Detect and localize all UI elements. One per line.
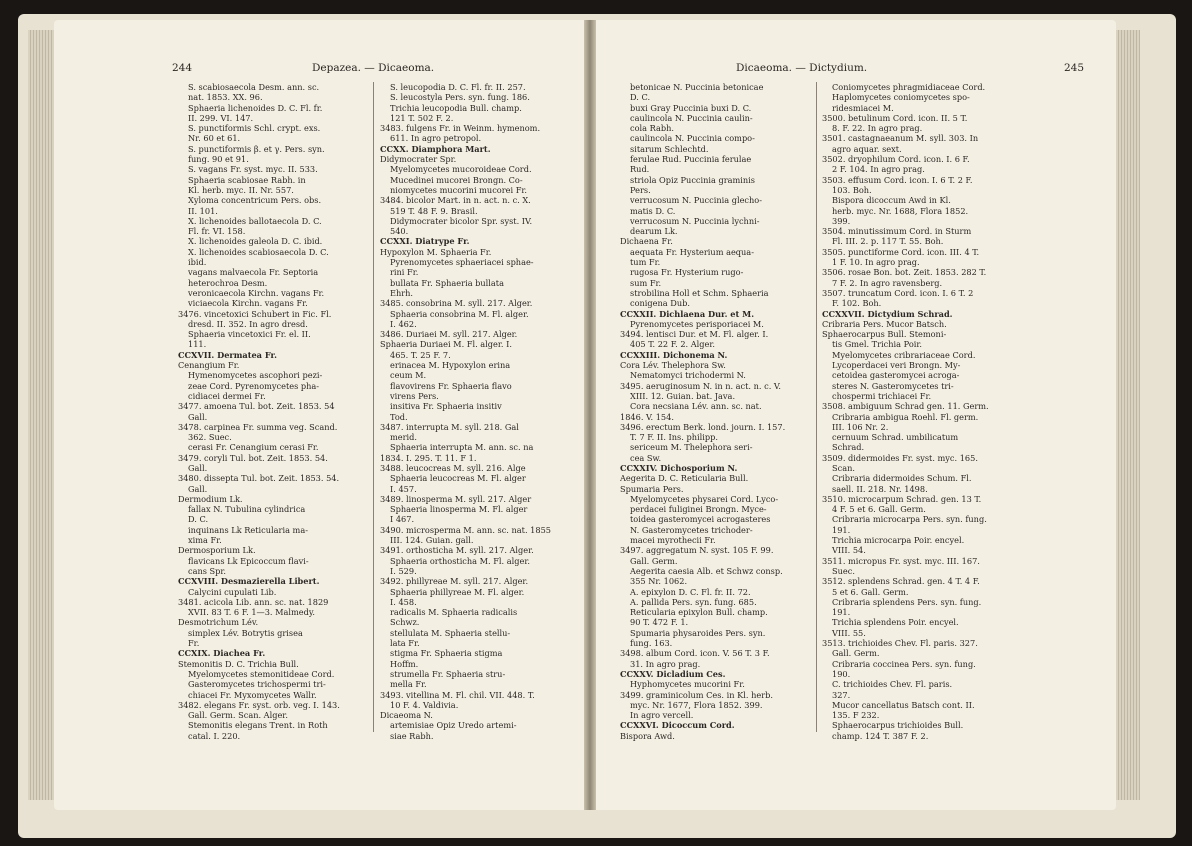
entry-line: toidea gasteromycei acrogasteres bbox=[630, 514, 771, 525]
entry-line: Pyrenomycetes sphaeriacei sphae- bbox=[390, 257, 534, 268]
entry-line: niomycetes mucorini mucorei Fr. bbox=[390, 184, 527, 195]
entry-line: 3488. leucocreas M. syll. 216. Alge bbox=[380, 462, 526, 473]
entry-line: conigena Dub. bbox=[630, 298, 690, 309]
entry-line: 3496. erectum Berk. lond. journ. I. 157. bbox=[620, 421, 786, 432]
entry-line: merid. bbox=[390, 432, 417, 443]
left-column-1 bbox=[178, 82, 366, 741]
entry-line: artemisiae Opiz Uredo artemi- bbox=[390, 720, 517, 731]
entry-line: 3486. Duriaei M. syll. 217. Alger. bbox=[380, 329, 518, 340]
entry-line: Cribraria coccinea Pers. syn. fung. bbox=[832, 658, 976, 669]
entry-line: I. 458. bbox=[390, 596, 417, 607]
entry-line: Fl. fr. VI. 158. bbox=[188, 226, 246, 237]
entry-line: ridesmiacei M. bbox=[832, 102, 894, 113]
entry-line: 3504. minutissimum Cord. in Sturm bbox=[822, 226, 972, 237]
entry-line: radicalis M. Sphaeria radicalis bbox=[390, 607, 518, 618]
entry-line: CCXXIV. Dichosporium N. bbox=[620, 462, 738, 473]
right-page-number: 245 bbox=[1064, 62, 1085, 74]
entry-line: CCXXIII. Dichonema N. bbox=[620, 349, 728, 360]
entry-line: VIII. 55. bbox=[832, 627, 866, 638]
entry-line: 3478. carpinea Fr. summa veg. Scand. bbox=[178, 421, 338, 432]
entry-line: catal. I. 220. bbox=[188, 730, 241, 741]
entry-line: Schwz. bbox=[390, 617, 420, 628]
entry-line: S. leucostyla Pers. syn. fung. 186. bbox=[390, 92, 530, 103]
entry-line: Tod. bbox=[390, 411, 408, 422]
entry-line: CCXXVI. Dicoccum Cord. bbox=[620, 720, 735, 731]
entry-line: Sphaeria Duriaei M. Fl. alger. I. bbox=[380, 339, 512, 350]
entry-line: verrucosum N. Puccinia lychni- bbox=[630, 215, 760, 226]
entry-line: I. 457. bbox=[390, 483, 417, 494]
entry-line: 1846. V. 154. bbox=[620, 411, 674, 422]
entry-line: Myelomycetes stemonitideae Cord. bbox=[188, 668, 335, 679]
entry-line: Nematomyci trichodermi N. bbox=[630, 370, 746, 381]
entry-line: cetoidea gasteromycei acroga- bbox=[832, 370, 960, 381]
entry-line: cola Rabh. bbox=[630, 123, 674, 134]
entry-line: S. leucopodia D. C. Fl. fr. II. 257. bbox=[390, 82, 526, 92]
entry-line: Stemonitis elegans Trent. in Roth bbox=[188, 720, 328, 731]
entry-line: 3511. micropus Fr. syst. myc. III. 167. bbox=[822, 555, 980, 566]
entry-line: cernuum Schrad. umbilicatum bbox=[832, 432, 959, 443]
entry-line: heterochroa Desm. bbox=[188, 277, 268, 288]
entry-line: D. C. bbox=[188, 514, 209, 525]
entry-line: 3505. punctiforme Cord. icon. III. 4 T. bbox=[822, 246, 980, 257]
entry-line: Myelomycetes mucoroideae Cord. bbox=[390, 164, 532, 175]
entry-line: 3489. linosperma M. syll. 217. Alger bbox=[380, 493, 532, 504]
entry-line: macei myrothecii Fr. bbox=[630, 535, 716, 546]
entry-line: rugosa Fr. Hysterium rugo- bbox=[630, 267, 744, 278]
entry-line: CCXXI. Diatrype Fr. bbox=[380, 236, 470, 247]
entry-line: Didymocrater Spr. bbox=[380, 154, 457, 165]
entry-line: Gall. Germ. Scan. Alger. bbox=[188, 710, 288, 721]
entry-line: 90 T. 472 F. 1. bbox=[630, 617, 689, 628]
entry-line: 355 Nr. 1062. bbox=[630, 576, 688, 587]
entry-line: Sphaeria leucocreas M. Fl. alger bbox=[390, 473, 526, 484]
entry-line: Pyrenomycetes perisporiacei M. bbox=[630, 318, 764, 329]
entry-line: Reticularia epixylon Bull. champ. bbox=[630, 607, 768, 618]
entry-line: Cenangium Fr. bbox=[178, 360, 240, 371]
entry-line: 1834. I. 295. T. 11. F 1. bbox=[380, 452, 477, 463]
entry-line: Hymenomycetes ascophori pezi- bbox=[188, 370, 323, 381]
entry-line: 519 T. 48 F. 9. Brasil. bbox=[390, 205, 478, 216]
entry-line: xima Fr. bbox=[188, 535, 222, 546]
entry-line: Hoffm. bbox=[390, 658, 419, 669]
entry-line: Stemonitis D. C. Trichia Bull. bbox=[178, 658, 299, 669]
entry-line: S. vagans Fr. syst. myc. II. 533. bbox=[188, 164, 318, 175]
entry-line: 3502. dryophilum Cord. icon. I. 6 F. bbox=[822, 154, 970, 165]
entry-line: stigma Fr. Sphaeria stigma bbox=[390, 648, 503, 659]
entry-line: Haplomycetes coniomycetes spo- bbox=[832, 92, 970, 103]
entry-line: dearum Lk. bbox=[630, 226, 678, 237]
entry-line: sericeum M. Thelephora seri- bbox=[630, 442, 753, 453]
entry-line: fung. 163. bbox=[630, 638, 673, 649]
entry-line: 362. Suec. bbox=[188, 432, 232, 443]
entry-line: X. lichenoides galeola D. C. ibid. bbox=[188, 236, 323, 247]
entry-line: CCXVII. Dermatea Fr. bbox=[178, 349, 277, 360]
entry-line: 3481. acicola Lib. ann. sc. nat. 1829 bbox=[178, 596, 329, 607]
entry-line: T. 7 F. II. Ins. philipp. bbox=[630, 432, 718, 443]
entry-line: caulincola N. Puccinia compo- bbox=[630, 133, 755, 144]
entry-line: 3479. coryli Tul. bot. Zeit. 1853. 54. bbox=[178, 452, 328, 463]
entry-line: 7 F. 2. In agro ravensberg. bbox=[832, 277, 943, 288]
entry-line: betonicae N. Puccinia betonicae bbox=[630, 82, 764, 92]
entry-line: 3493. vitellina M. Fl. chil. VII. 448. T. bbox=[380, 689, 535, 700]
entry-line: Sphaeria linosperma M. Fl. alger bbox=[390, 504, 528, 515]
entry-line: myc. Nr. 1677, Flora 1852. 399. bbox=[630, 699, 763, 710]
entry-line: Sphaerocarpus trichioides Bull. bbox=[832, 720, 964, 731]
entry-line: inquinans Lk Reticularia ma- bbox=[188, 524, 308, 535]
entry-line: Cribraria microcarpa Pers. syn. fung. bbox=[832, 514, 987, 525]
entry-line: 135. F 232. bbox=[832, 710, 880, 721]
entry-line: 399. bbox=[832, 215, 851, 226]
entry-line: In agro vercell. bbox=[630, 710, 694, 721]
entry-line: ferulae Rud. Puccinia ferulae bbox=[630, 154, 752, 165]
entry-line: II. 101. bbox=[188, 205, 218, 216]
entry-line: A. epixylon D. C. Fl. fr. II. 72. bbox=[630, 586, 751, 597]
entry-line: ceum M. bbox=[390, 370, 427, 381]
entry-line: 465. T. 25 F. 7. bbox=[390, 349, 451, 360]
left-running-title: Depazea. — Dicaeoma. bbox=[312, 62, 435, 74]
entry-line: Sphaeria vincetoxici Fr. el. II. bbox=[188, 329, 311, 340]
entry-line: Cribraria didermoides Schum. Fl. bbox=[832, 473, 972, 484]
entry-line: ibid. bbox=[188, 257, 207, 268]
entry-line: Gall. Germ. bbox=[630, 555, 678, 566]
entry-line: champ. 124 T. 387 F. 2. bbox=[832, 730, 929, 741]
right-column-1 bbox=[620, 82, 808, 741]
entry-line: Gall. bbox=[188, 483, 208, 494]
entry-line: 191. bbox=[832, 607, 851, 618]
entry-line: Sphaeria phillyreae M. Fl. alger. bbox=[390, 586, 525, 597]
entry-line: siae Rabh. bbox=[390, 730, 434, 741]
entry-line: 4 F. 5 et 6. Gall. Germ. bbox=[832, 504, 926, 515]
entry-line: XIII. 12. Guian. bat. Java. bbox=[630, 390, 736, 401]
entry-line: Spumaria Pers. bbox=[620, 483, 684, 494]
entry-line: Desmotrichum Lév. bbox=[178, 617, 259, 628]
entry-line: 111. bbox=[188, 339, 207, 350]
entry-line: Gasteromycetes trichospermi tri- bbox=[188, 679, 326, 690]
entry-line: Rud. bbox=[630, 164, 650, 175]
right-running-title: Dicaeoma. — Dictydium. bbox=[736, 62, 868, 74]
entry-line: 5 et 6. Gall. Germ. bbox=[832, 586, 909, 597]
left-page-number: 244 bbox=[172, 62, 193, 74]
entry-line: fallax N. Tubulina cylindrica bbox=[188, 504, 306, 515]
entry-line: Aegerita D. C. Reticularia Bull. bbox=[620, 473, 749, 484]
entry-line: sum Fr. bbox=[630, 277, 662, 288]
entry-line: Kl. herb. myc. II. Nr. 557. bbox=[188, 184, 294, 195]
entry-line: dresd. II. 352. In agro dresd. bbox=[188, 318, 308, 329]
entry-line: VIII. 54. bbox=[832, 545, 866, 556]
entry-line: 3483. fulgens Fr. in Weinm. hymenom. bbox=[380, 123, 541, 134]
entry-line: perdacei fuliginei Brongn. Myce- bbox=[630, 504, 767, 515]
entry-line: CCXXII. Dichlaena Dur. et M. bbox=[620, 308, 755, 319]
entry-line: insitiva Fr. Sphaeria insitiv bbox=[390, 401, 502, 412]
entry-line: Gall. bbox=[188, 462, 208, 473]
entry-line: Dermosporium Lk. bbox=[178, 545, 256, 556]
entry-line: 2 F. 104. In agro prag. bbox=[832, 164, 925, 175]
entry-line: simplex Lév. Botrytis grisea bbox=[188, 627, 303, 638]
entry-line: CCXXVII. Dictydium Schrad. bbox=[822, 308, 953, 319]
entry-line: 3477. amoena Tul. bot. Zeit. 1853. 54 bbox=[178, 401, 335, 412]
entry-line: saell. II. 218. Nr. 1498. bbox=[832, 483, 928, 494]
entry-line: 3494. lentisci Dur. et M. Fl. alger. I. bbox=[620, 329, 769, 340]
entry-line: cidiacei dermei Fr. bbox=[188, 390, 266, 401]
entry-line: 3501. castagnaeanum M. syll. 303. In bbox=[822, 133, 979, 144]
entry-line: 3480. dissepta Tul. bot. Zeit. 1853. 54. bbox=[178, 473, 340, 484]
entry-line: 3487. interrupta M. syll. 218. Gal bbox=[380, 421, 519, 432]
entry-line: Spumaria physaroides Pers. syn. bbox=[630, 627, 766, 638]
entry-line: cerasi Fr. Cenangium cerasi Fr. bbox=[188, 442, 319, 453]
entry-line: 3490. microsperma M. ann. sc. nat. 1855 bbox=[380, 524, 552, 535]
entry-line: cea Sw. bbox=[630, 452, 662, 463]
entry-line: Cribraria splendens Pers. syn. fung. bbox=[832, 596, 982, 607]
entry-line: flavovirens Fr. Sphaeria flavo bbox=[390, 380, 512, 391]
entry-line: 8. F. 22. In agro prag. bbox=[832, 123, 923, 134]
entry-line: tis Gmel. Trichia Poir. bbox=[832, 339, 922, 350]
entry-line: buxi Gray Puccinia buxi D. C. bbox=[630, 102, 752, 113]
entry-line: viciaecola Kirchn. vagans Fr. bbox=[188, 298, 308, 309]
entry-line: chospermi trichiacei Fr. bbox=[832, 390, 932, 401]
entry-line: 103. Boh. bbox=[832, 184, 872, 195]
entry-line: I. 529. bbox=[390, 565, 417, 576]
entry-line: vagans malvaecola Fr. Septoria bbox=[188, 267, 319, 278]
entry-line: Cora Lév. Thelephora Sw. bbox=[620, 360, 726, 371]
entry-line: 540. bbox=[390, 226, 409, 237]
entry-line: erinacea M. Hypoxylon erina bbox=[390, 360, 511, 371]
entry-line: 3513. trichioides Chev. Fl. paris. 327. bbox=[822, 638, 978, 649]
entry-line: Cribraria Pers. Mucor Batsch. bbox=[822, 318, 947, 329]
entry-line: Trichia splendens Poir. encyel. bbox=[832, 617, 959, 628]
entry-line: Sphaeria scabiosae Rabh. in bbox=[188, 174, 306, 185]
entry-line: 3507. truncatum Cord. icon. I. 6 T. 2 bbox=[822, 287, 974, 298]
entry-line: I 467. bbox=[390, 514, 415, 525]
entry-line: agro aquar. sext. bbox=[832, 143, 902, 154]
entry-line: Scan. bbox=[832, 462, 855, 473]
entry-line: Sphaeria interrupta M. ann. sc. na bbox=[390, 442, 534, 453]
entry-line: caulincola N. Puccinia caulin- bbox=[630, 112, 753, 123]
entry-line: Bispora Awd. bbox=[620, 730, 675, 741]
entry-line: 191. bbox=[832, 524, 851, 535]
entry-line: I. 462. bbox=[390, 318, 417, 329]
entry-line: F. 102. Boh. bbox=[832, 298, 882, 309]
entry-line: Sphaerocarpus Bull. Stemoni- bbox=[822, 329, 947, 340]
entry-line: 327. bbox=[832, 689, 851, 700]
entry-line: XVII. 83 T. 6 F. 1—3. Malmedy. bbox=[188, 607, 316, 618]
entry-line: CCXIX. Diachea Fr. bbox=[178, 648, 266, 659]
entry-line: flavicans Lk Epicoccum flavi- bbox=[188, 555, 309, 566]
entry-line: cans Spr. bbox=[188, 565, 227, 576]
entry-line: III. 106 Nr. 2. bbox=[832, 421, 889, 432]
entry-line: sitarum Schlechtd. bbox=[630, 143, 709, 154]
entry-line: Trichia leucopodia Bull. champ. bbox=[390, 102, 522, 113]
entry-line: Cora necsiana Lév. ann. sc. nat. bbox=[630, 401, 762, 412]
entry-line: zeae Cord. Pyrenomycetes pha- bbox=[188, 380, 320, 391]
entry-line: Mucedinei mucorei Brongn. Co- bbox=[390, 174, 523, 185]
entry-line: Mucor cancellatus Batsch cont. II. bbox=[832, 699, 975, 710]
entry-line: mella Fr. bbox=[390, 679, 427, 690]
entry-line: 3503. effusum Cord. icon. I. 6 T. 2 F. bbox=[822, 174, 973, 185]
entry-line: Bispora dicoccum Awd in Kl. bbox=[832, 195, 951, 206]
entry-line: 3512. splendens Schrad. gen. 4 T. 4 F. bbox=[822, 576, 980, 587]
entry-line: tum Fr. bbox=[630, 257, 661, 268]
entry-line: 3491. orthosticha M. syll. 217. Alger. bbox=[380, 545, 534, 556]
entry-line: Hypoxylon M. Sphaeria Fr. bbox=[380, 246, 492, 257]
left-column-2 bbox=[380, 82, 576, 741]
entry-line: Dermodium Lk. bbox=[178, 493, 243, 504]
entry-line: nat. 1853. XX. 96. bbox=[188, 92, 263, 103]
entry-line: 10 F. 4. Valdivia. bbox=[390, 699, 459, 710]
entry-line: 3476. vincetoxici Schubert in Fic. Fl. bbox=[178, 308, 332, 319]
entry-line: 405 T. 22 F. 2. Alger. bbox=[630, 339, 715, 350]
entry-line: 3506. rosae Bon. bot. Zeit. 1853. 282 T. bbox=[822, 267, 987, 278]
entry-line: Cribraria ambigua Roehl. Fl. germ. bbox=[832, 411, 979, 422]
entry-line: C. trichioides Chev. Fl. paris. bbox=[832, 679, 953, 690]
entry-line: Trichia microcarpa Poir. encyel. bbox=[832, 535, 965, 546]
entry-line: virens Pers. bbox=[390, 390, 439, 401]
entry-line: CCXVIII. Desmazierella Libert. bbox=[178, 576, 320, 587]
entry-line: Dicaeoma N. bbox=[380, 710, 433, 721]
entry-line: Coniomycetes phragmidiaceae Cord. bbox=[832, 82, 986, 92]
entry-line: rini Fr. bbox=[390, 267, 419, 278]
entry-line: 121 T. 502 F. 2. bbox=[390, 112, 454, 123]
entry-line: S. scabiosaecola Desm. ann. sc. bbox=[188, 82, 320, 92]
left-column-rule bbox=[373, 82, 374, 732]
entry-line: Sphaeria orthosticha M. Fl. alger. bbox=[390, 555, 530, 566]
entry-line: Schrad. bbox=[832, 442, 865, 453]
entry-line: fung. 90 et 91. bbox=[188, 154, 249, 165]
entry-line: CCXXV. Dicladium Ces. bbox=[620, 668, 726, 679]
right-column-2 bbox=[822, 82, 1022, 741]
entry-line: 3484. bicolor Mart. in n. act. n. c. X. bbox=[380, 195, 531, 206]
entry-line: Nr. 60 et 61. bbox=[188, 133, 241, 144]
entry-line: Didymocrater bicolor Spr. syst. IV. bbox=[390, 215, 533, 226]
entry-line: S. punctiformis Schl. crypt. exs. bbox=[188, 123, 321, 134]
entry-line: Sphaeria consobrina M. Fl. alger. bbox=[390, 308, 529, 319]
entry-line: steres N. Gasteromycetes tri- bbox=[832, 380, 954, 391]
entry-line: veronicaecola Kirchn. vagans Fr. bbox=[188, 287, 325, 298]
entry-line: III. 124. Guian. gall. bbox=[390, 535, 474, 546]
entry-line: bullata Fr. Sphaeria bullata bbox=[390, 277, 504, 288]
entry-line: II. 299. VI. 147. bbox=[188, 112, 254, 123]
entry-line: 190. bbox=[832, 668, 851, 679]
entry-line: 3498. album Cord. icon. V. 56 T. 3 F. bbox=[620, 648, 770, 659]
entry-line: X. lichenoides ballotaecola D. C. bbox=[188, 215, 322, 226]
book-gutter bbox=[584, 20, 596, 810]
entry-line: 3509. didermoides Fr. syst. myc. 165. bbox=[822, 452, 978, 463]
entry-line: X. lichenoides scabiosaecola D. C. bbox=[188, 246, 329, 257]
entry-line: Lycoperdacei veri Brongn. My- bbox=[832, 360, 961, 371]
entry-line: 3495. aeruginosum N. in n. act. n. c. V. bbox=[620, 380, 781, 391]
entry-line: 31. In agro prag. bbox=[630, 658, 701, 669]
entry-line: 3492. phillyreae M. syll. 217. Alger. bbox=[380, 576, 529, 587]
right-column-rule bbox=[816, 82, 817, 732]
entry-line: lata Fr. bbox=[390, 638, 420, 649]
entry-line: S. punctiformis β. et γ. Pers. syn. bbox=[188, 143, 325, 154]
entry-line: Xyloma concentricum Pers. obs. bbox=[188, 195, 322, 206]
entry-line: Gall. Germ. bbox=[832, 648, 880, 659]
entry-line: Myelomycetes cribrariaceae Cord. bbox=[832, 349, 976, 360]
entry-line: 3510. microcarpum Schrad. gen. 13 T. bbox=[822, 493, 982, 504]
entry-line: Fl. III. 2. p. 117 T. 55. Boh. bbox=[832, 236, 944, 247]
entry-line: Suec. bbox=[832, 565, 855, 576]
entry-line: 3485. consobrina M. syll. 217. Alger. bbox=[380, 298, 533, 309]
left-page-edges bbox=[28, 30, 54, 800]
entry-line: Gall. bbox=[188, 411, 208, 422]
entry-line: Sphaeria lichenoides D. C. Fl. fr. bbox=[188, 102, 323, 113]
entry-line: strumella Fr. Sphaeria stru- bbox=[390, 668, 506, 679]
entry-line: 3499. graminicolum Ces. in Kl. herb. bbox=[620, 689, 773, 700]
entry-line: Fr. bbox=[188, 638, 200, 649]
entry-line: N. Gasteromycetes trichoder- bbox=[630, 524, 753, 535]
entry-line: 3497. aggregatum N. syst. 105 F. 99. bbox=[620, 545, 774, 556]
entry-line: 1 F. 10. In agro prag. bbox=[832, 257, 920, 268]
entry-line: 611. In agro petropol. bbox=[390, 133, 482, 144]
entry-line: 3508. ambiguum Schrad gen. 11. Germ. bbox=[822, 401, 989, 412]
entry-line: Pers. bbox=[630, 184, 651, 195]
entry-line: Dichaena Fr. bbox=[620, 236, 673, 247]
entry-line: Ehrh. bbox=[390, 287, 414, 298]
entry-line: 3500. betulinum Cord. icon. II. 5 T. bbox=[822, 112, 968, 123]
entry-line: D. C. bbox=[630, 92, 651, 103]
entry-line: chiacei Fr. Myxomycetes Wallr. bbox=[188, 689, 317, 700]
entry-line: strobilina Holl et Schm. Sphaeria bbox=[630, 287, 769, 298]
entry-line: stellulata M. Sphaeria stellu- bbox=[390, 627, 511, 638]
entry-line: A. pallida Pers. syn. fung. 685. bbox=[630, 596, 757, 607]
entry-line: herb. myc. Nr. 1688, Flora 1852. bbox=[832, 205, 969, 216]
entry-line: 3482. elegans Fr. syst. orb. veg. I. 143. bbox=[178, 699, 340, 710]
entry-line: aequata Fr. Hysterium aequa- bbox=[630, 246, 754, 257]
entry-line: matis D. C. bbox=[630, 205, 676, 216]
entry-line: verrucosum N. Puccinia glecho- bbox=[630, 195, 762, 206]
right-page-edges bbox=[1116, 30, 1140, 800]
entry-line: Calycini cupulati Lib. bbox=[188, 586, 277, 597]
entry-line: Myelomycetes physarei Cord. Lyco- bbox=[630, 493, 779, 504]
entry-line: CCXX. Diamphora Mart. bbox=[380, 143, 491, 154]
entry-line: Aegerita caesia Alb. et Schwz consp. bbox=[630, 565, 783, 576]
entry-line: Hyphomycetes mucorini Fr. bbox=[630, 679, 745, 690]
entry-line: striola Opiz Puccinia graminis bbox=[630, 174, 756, 185]
